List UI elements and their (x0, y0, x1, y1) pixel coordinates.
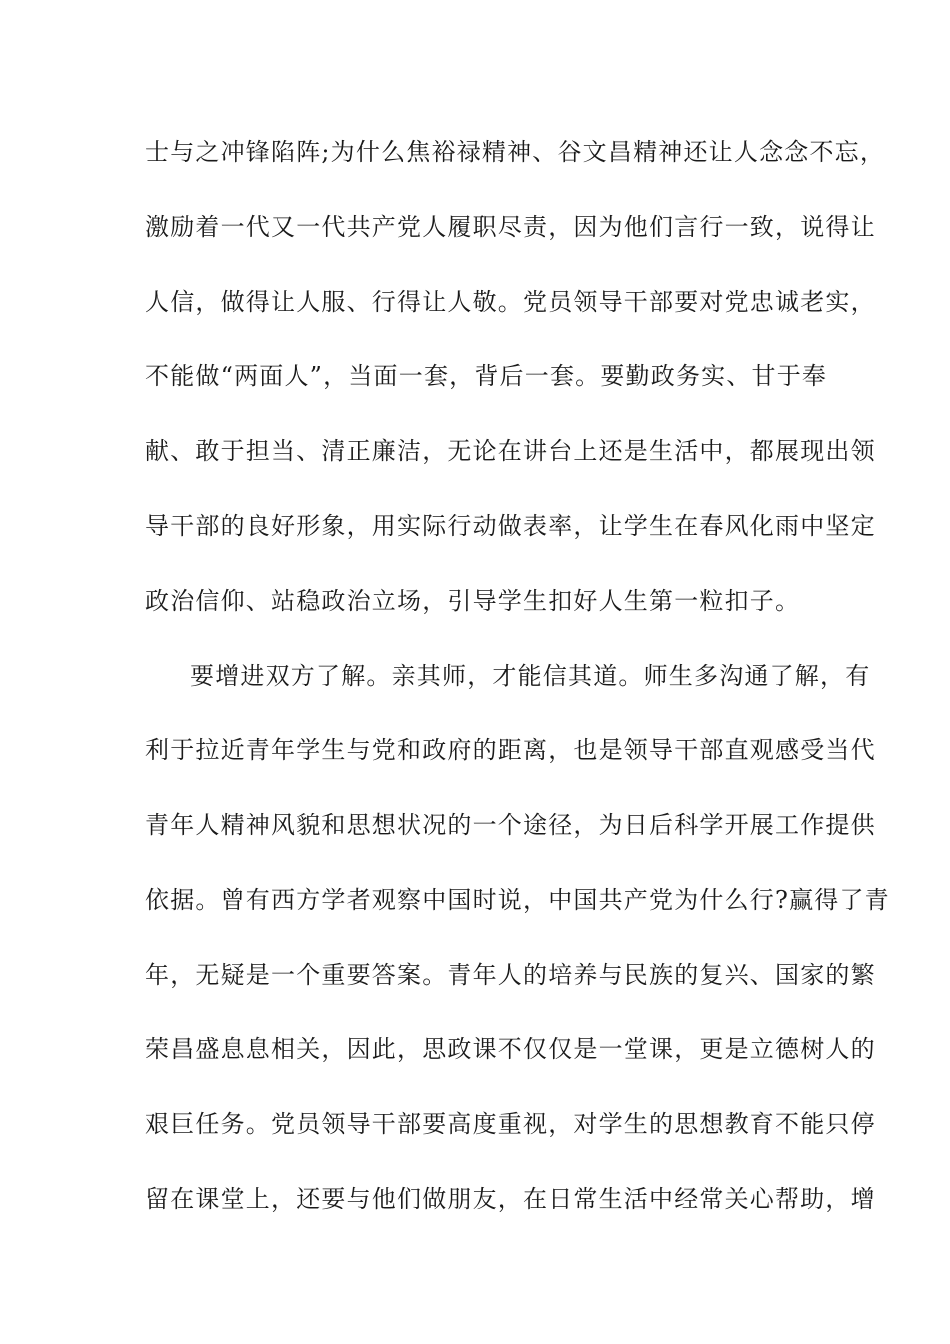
text-line: 利于拉近青年学生与党和政府的距离，也是领导干部直观感受当代 (145, 736, 876, 764)
text-line: 献、敢于担当、清正廉洁，无论在讲台上还是生活中，都展现出领 (145, 437, 876, 465)
text-line: 留在课堂上，还要与他们做朋友，在日常生活中经常关心帮助，增 (145, 1185, 876, 1213)
text-line: 艰巨任务。党员领导干部要高度重视，对学生的思想教育不能只停 (145, 1110, 876, 1138)
text-line: 荣昌盛息息相关，因此，思政课不仅仅是一堂课，更是立德树人的 (145, 1035, 876, 1063)
text-line: 政治信仰、站稳政治立场，引导学生扣好人生第一粒扣子。 (145, 587, 801, 615)
text-line: 青年人精神风貌和思想状况的一个途径，为日后科学开展工作提供 (145, 811, 876, 839)
paragraph-start-line: 要增进双方了解。亲其师，才能信其道。师生多沟通了解，有 (190, 662, 871, 690)
text-line: 不能做“两面人”，当面一套，背后一套。要勤政务实、甘于奉 (145, 362, 828, 390)
text-line: 士与之冲锋陷阵;为什么焦裕禄精神、谷文昌精神还让人念念不忘， (145, 138, 886, 166)
text-line: 导干部的良好形象，用实际行动做表率，让学生在春风化雨中坚定 (145, 512, 876, 540)
text-line: 年，无疑是一个重要答案。青年人的培养与民族的复兴、国家的繁 (145, 961, 876, 989)
text-line: 激励着一代又一代共产党人履职尽责，因为他们言行一致，说得让 (145, 213, 876, 241)
text-line: 人信，做得让人服、行得让人敬。党员领导干部要对党忠诚老实， (145, 288, 876, 316)
text-line: 依据。曾有西方学者观察中国时说，中国共产党为什么行?赢得了青 (145, 886, 890, 914)
